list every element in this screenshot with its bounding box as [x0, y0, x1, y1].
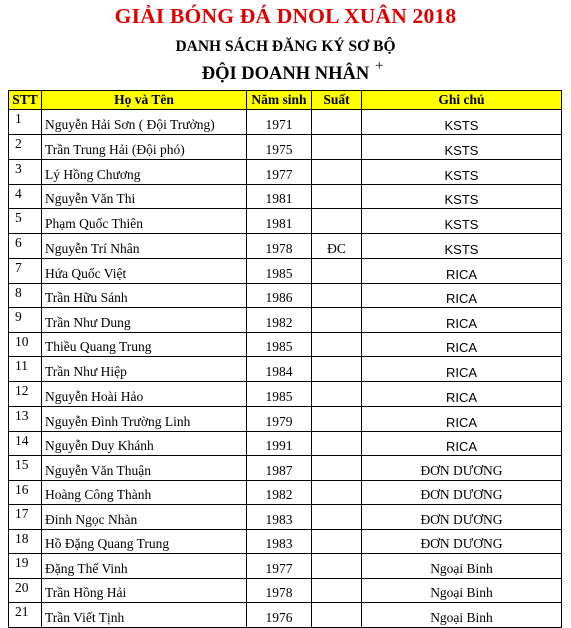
cell-year: 1978 [247, 578, 312, 603]
cell-note: RICA [362, 283, 562, 308]
table-row [9, 110, 562, 135]
cell-suat [312, 407, 362, 432]
cell-note: KSTS [362, 160, 562, 185]
cell-stt: 3 [9, 160, 42, 185]
table-row [9, 184, 562, 209]
cell-year: 1983 [247, 505, 312, 530]
team-mark: + [375, 58, 384, 74]
cell-stt: 6 [9, 233, 42, 259]
cell-name: Trần Hồng Hải [42, 578, 247, 603]
cell-name: Hứa Quốc Việt [42, 259, 247, 284]
cell-name: Nguyễn Văn Thi [42, 184, 247, 209]
cell-note: RICA [362, 407, 562, 432]
cell-note: RICA [362, 332, 562, 357]
cell-name: Trần Như Hiệp [42, 357, 247, 382]
registration-table [8, 90, 562, 628]
cell-stt: 7 [9, 259, 42, 284]
cell-note: Ngoại Binh [362, 578, 562, 603]
cell-stt: 21 [9, 603, 42, 628]
cell-note: Ngoại Binh [362, 603, 562, 628]
table-row [9, 259, 562, 284]
cell-name: Nguyễn Hải Sơn ( Đội Trưởng) [42, 110, 247, 135]
cell-suat [312, 529, 362, 554]
cell-year: 1981 [247, 209, 312, 234]
column-header-note: Ghi chú [362, 91, 562, 110]
cell-suat [312, 480, 362, 505]
cell-note: RICA [362, 431, 562, 456]
table-row [9, 283, 562, 308]
cell-suat [312, 505, 362, 530]
table-row [9, 578, 562, 603]
page-subtitle: DANH SÁCH ĐĂNG KÝ SƠ BỘ [175, 38, 396, 55]
cell-stt: 5 [9, 209, 42, 234]
cell-suat [312, 134, 362, 160]
cell-year: 1985 [247, 259, 312, 284]
cell-stt: 17 [9, 505, 42, 530]
cell-note: ĐƠN DƯƠNG [362, 456, 562, 481]
table-row [9, 381, 562, 407]
table-row [9, 357, 562, 382]
cell-stt: 14 [9, 431, 42, 456]
cell-stt: 8 [9, 283, 42, 308]
cell-name: Trần Hữu Sánh [42, 283, 247, 308]
cell-year: 1983 [247, 529, 312, 554]
cell-name: Hoàng Công Thành [42, 480, 247, 505]
cell-suat [312, 259, 362, 284]
table-row [9, 134, 562, 160]
table-row [9, 456, 562, 481]
table-row [9, 209, 562, 234]
cell-note: KSTS [362, 209, 562, 234]
cell-name: Lý Hồng Chương [42, 160, 247, 185]
team-name: ĐỘI DOANH NHÂN [201, 64, 370, 84]
table-row [9, 431, 562, 456]
cell-suat [312, 431, 362, 456]
cell-note: KSTS [362, 110, 562, 135]
table-row [9, 554, 562, 579]
cell-year: 1985 [247, 381, 312, 407]
cell-stt: 10 [9, 332, 42, 357]
cell-year: 1971 [247, 110, 312, 135]
cell-suat [312, 456, 362, 481]
cell-note: Ngoại Binh [362, 554, 562, 579]
cell-suat [312, 578, 362, 603]
cell-year: 1978 [247, 233, 312, 259]
cell-stt: 20 [9, 578, 42, 603]
column-header-suat: Suất [312, 91, 362, 110]
cell-suat [312, 332, 362, 357]
cell-stt: 19 [9, 554, 42, 579]
cell-note: ĐƠN DƯƠNG [362, 480, 562, 505]
cell-name: Nguyễn Hoài Hảo [42, 381, 247, 407]
cell-year: 1986 [247, 283, 312, 308]
cell-stt: 18 [9, 529, 42, 554]
cell-note: KSTS [362, 184, 562, 209]
cell-note: RICA [362, 259, 562, 284]
column-header-stt: STT [9, 91, 42, 110]
cell-year: 1979 [247, 407, 312, 432]
table-row [9, 308, 562, 333]
cell-note: ĐƠN DƯƠNG [362, 505, 562, 530]
cell-name: Hồ Đặng Quang Trung [42, 529, 247, 554]
cell-suat [312, 283, 362, 308]
cell-stt: 13 [9, 407, 42, 432]
cell-name: Nguyễn Duy Khánh [42, 431, 247, 456]
table-row [9, 407, 562, 432]
cell-suat [312, 381, 362, 407]
cell-stt: 12 [9, 381, 42, 407]
cell-year: 1981 [247, 184, 312, 209]
cell-suat [312, 184, 362, 209]
cell-suat [312, 308, 362, 333]
table-row [9, 603, 562, 628]
cell-note: KSTS [362, 134, 562, 160]
cell-name: Nguyễn Trí Nhân [42, 233, 247, 259]
cell-suat [312, 554, 362, 579]
cell-year: 1975 [247, 134, 312, 160]
cell-stt: 9 [9, 308, 42, 333]
cell-name: Trần Trung Hải (Đội phó) [42, 134, 247, 160]
cell-note: RICA [362, 308, 562, 333]
cell-note: ĐƠN DƯƠNG [362, 529, 562, 554]
cell-name: Trần Viết Tịnh [42, 603, 247, 628]
table-row [9, 480, 562, 505]
cell-year: 1976 [247, 603, 312, 628]
cell-year: 1977 [247, 160, 312, 185]
cell-name: Nguyễn Văn Thuận [42, 456, 247, 481]
cell-name: Nguyễn Đình Trường Linh [42, 407, 247, 432]
cell-year: 1982 [247, 308, 312, 333]
table-row [9, 529, 562, 554]
cell-suat [312, 209, 362, 234]
table-header-row [9, 91, 562, 110]
cell-name: Đinh Ngọc Nhàn [42, 505, 247, 530]
table-row [9, 332, 562, 357]
cell-stt: 1 [9, 110, 42, 135]
cell-note: RICA [362, 357, 562, 382]
column-header-name: Họ và Tên [42, 91, 247, 110]
cell-stt: 11 [9, 357, 42, 382]
cell-stt: 16 [9, 480, 42, 505]
cell-year: 1987 [247, 456, 312, 481]
cell-year: 1991 [247, 431, 312, 456]
cell-stt: 15 [9, 456, 42, 481]
cell-year: 1982 [247, 480, 312, 505]
cell-name: Đặng Thế Vinh [42, 554, 247, 579]
cell-name: Thiều Quang Trung [42, 332, 247, 357]
table-row [9, 233, 562, 259]
cell-suat [312, 110, 362, 135]
table-row [9, 505, 562, 530]
cell-year: 1977 [247, 554, 312, 579]
cell-stt: 4 [9, 184, 42, 209]
table-row [9, 160, 562, 185]
cell-suat [312, 160, 362, 185]
cell-suat: ĐC [312, 233, 362, 259]
cell-year: 1984 [247, 357, 312, 382]
cell-note: KSTS [362, 233, 562, 259]
cell-name: Trần Như Dung [42, 308, 247, 333]
column-header-year: Năm sinh [247, 91, 312, 110]
cell-year: 1985 [247, 332, 312, 357]
cell-suat [312, 357, 362, 382]
cell-note: RICA [362, 381, 562, 407]
page-title: GIẢI BÓNG ĐÁ DNOL XUÂN 2018 [114, 4, 457, 28]
cell-name: Phạm Quốc Thiên [42, 209, 247, 234]
cell-suat [312, 603, 362, 628]
cell-stt: 2 [9, 134, 42, 160]
